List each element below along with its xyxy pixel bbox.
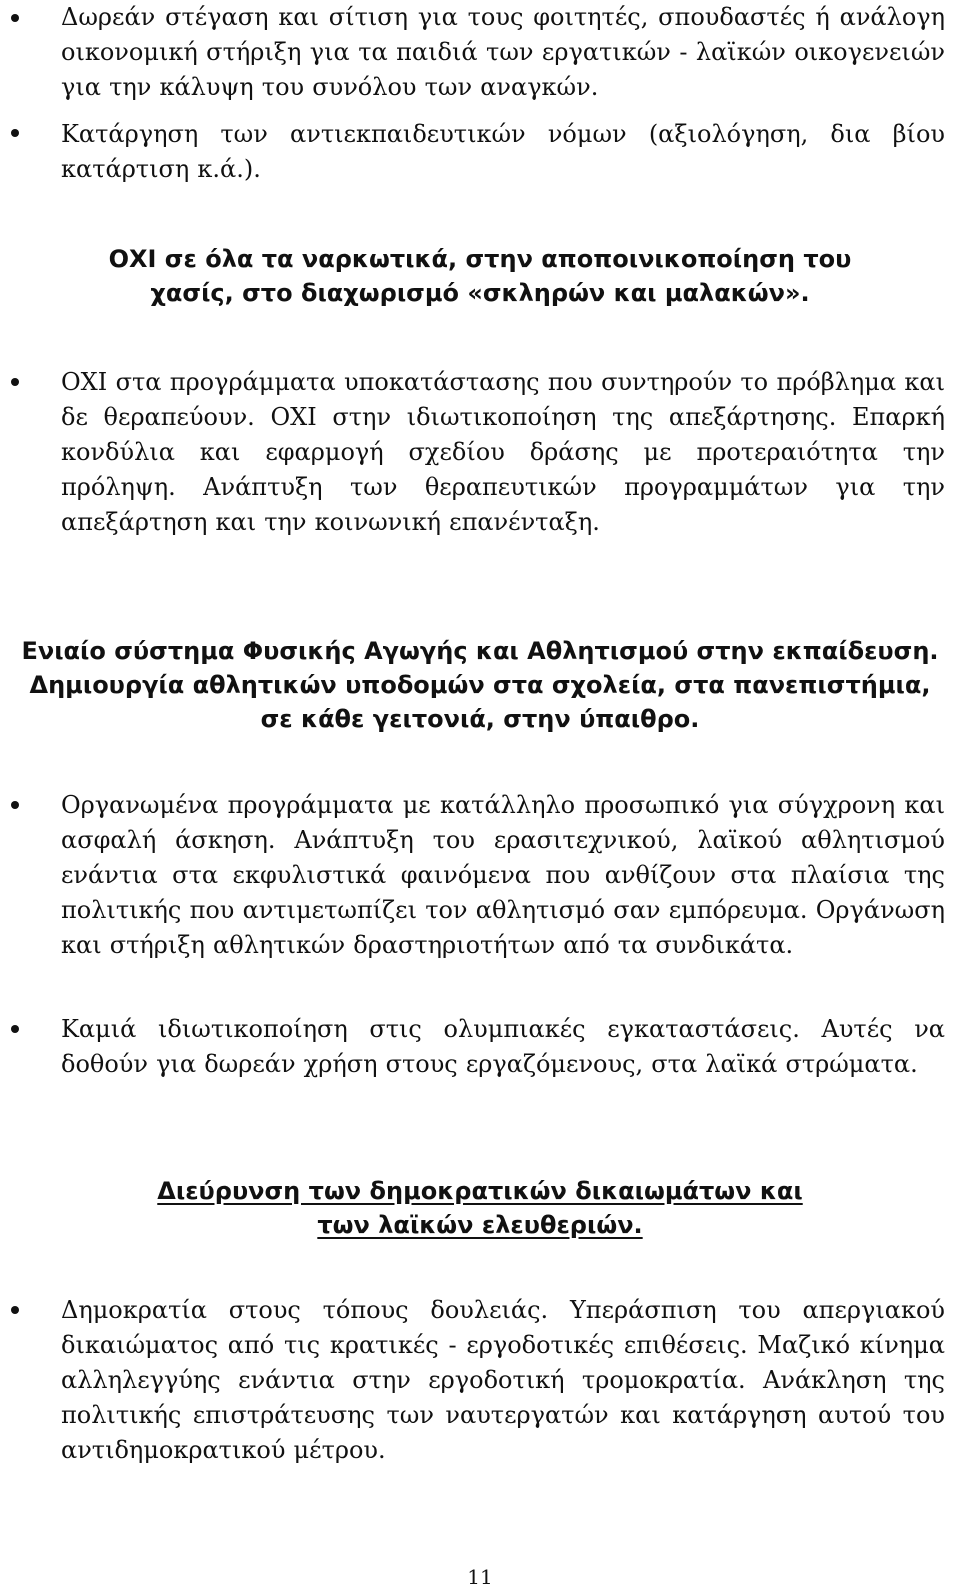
paragraph-text: Οργανωμένα προγράμματα με κατάλληλο προσωπικό για σύγχρονη και ασφαλή άσκηση. Ανάπτυξη του ερασιτεχνικού, λαϊκού αθλητισμού ενάντια στα εκφυλιστικά φαινόμενα που ανθίζουν στα πλαίσια της πολιτικής που αντιμετωπίζει τον αθλητισμό σαν εμπόρευμα. Οργάνωση και στήριξη αθλητικών δραστηριοτήτων από τα συνδικάτα. <box>61 791 945 959</box>
section-heading-rights <box>140 1174 820 1242</box>
paragraph-text: Δημοκρατία στους τόπους δουλειάς. Υπεράσπιση του απεργιακού δικαιώματος από τις κρατικές - εργοδοτικές επιθέσεις. Μαζικό κίνημα αλληλεγγύης ενάντια στην εργοδοτική τρομοκρατία. Ανάκληση της πολιτικής επιστράτευσης των ναυτεργατών και κατάργηση αυτού του αντιδημοκρατικού μέτρου. <box>61 1296 945 1464</box>
bullet-icon <box>11 378 19 386</box>
section-heading-drugs: ΟΧΙ σε όλα τα ναρκωτικά, στην αποποινικοποίηση του χασίς, στο διαχωρισμό «σκληρών και μαλακών». <box>108 245 852 307</box>
paragraph-text: Κατάργηση των αντιεκπαιδευτικών νόμων (αξιολόγηση, δια βίου κατάρτιση κ.ά.). <box>61 120 945 183</box>
section-heading-rights-text: Διεύρυνση των δημοκρατικών δικαιωμάτων και των λαϊκών ελευθεριών. <box>157 1177 803 1239</box>
section-heading-sports: Ενιαίο σύστημα Φυσικής Αγωγής και Αθλητισμού στην εκπαίδευση. Δημιουργία αθλητικών υποδομών στα σχολεία, στα πανεπιστήμια, σε κάθε γειτονιά, στην ύπαιθρο. <box>21 637 939 733</box>
bullet-icon <box>11 1025 19 1033</box>
bullet-icon <box>11 1306 19 1314</box>
bullet-icon <box>11 14 19 22</box>
bullet-icon <box>11 129 19 137</box>
bullet-icon <box>11 801 19 809</box>
page-number: 11 <box>467 1565 493 1589</box>
paragraph-text: Καμιά ιδιωτικοποίηση στις ολυμπιακές εγκαταστάσεις. Αυτές να δοθούν για δωρεάν χρήση στους εργαζόμενους, στα λαϊκά στρώματα. <box>61 1015 945 1078</box>
paragraph-text: ΟΧΙ στα προγράμματα υποκατάστασης που συντηρούν το πρόβλημα και δε θεραπεύουν. ΟΧΙ στην ιδιωτικοποίηση της απεξάρτησης. Επαρκή κονδύλια και εφαρμογή σχεδίου δράσης με προτεραιότητα την πρόληψη. Ανάπτυξη των θεραπευτικών προγραμμάτων για την απεξάρτηση και την κοινωνική επανένταξη. <box>61 368 945 536</box>
paragraph-text: Δωρεάν στέγαση και σίτιση για τους φοιτητές, σπουδαστές ή ανάλογη οικονομική στήριξη για τα παιδιά των εργατικών - λαϊκών οικογενειών για την κάλυψη του συνόλου των αναγκών. <box>61 3 945 101</box>
